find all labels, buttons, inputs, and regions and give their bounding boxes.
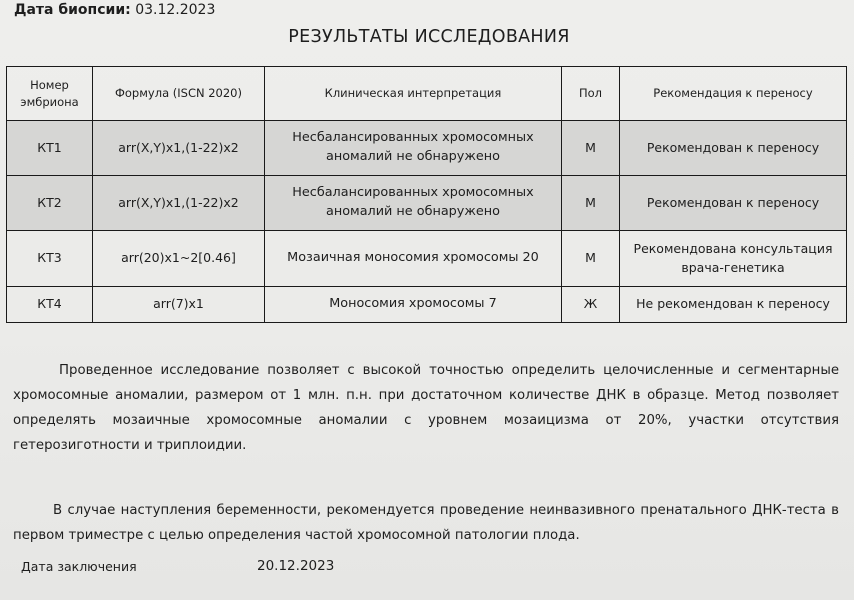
- method-paragraph: Проведенное исследование позволяет с высокой точностью определить целочисленные и сегментарные хромосомные аномалии, размером от 1 млн. п.н. при достаточном количестве ДНК в образце. Метод позволяет определять мозаичные хромосомные аномалии с уровнем мозаицизма от 20%, участки отсутствия гетерозиготности и триплоидии.: [13, 363, 839, 453]
- cell-formula: arr(X,Y)x1,(1-22)x2: [93, 121, 265, 176]
- cell-sex: М: [562, 121, 620, 176]
- column-header-embryo: Номер эмбриона: [7, 67, 93, 121]
- cell-interpretation: Несбалансированных хромосомных аномалий не обнаружено: [265, 121, 562, 176]
- table-row: [7, 287, 847, 323]
- cell-embryo-id: КТ4: [7, 287, 93, 323]
- cell-interpretation: Моносомия хромосомы 7: [265, 287, 562, 323]
- biopsy-date-value: 03.12.2023: [135, 2, 216, 18]
- column-header-interpretation: Клиническая интерпретация: [265, 67, 562, 121]
- cell-embryo-id: КТ2: [7, 176, 93, 231]
- results-table: [6, 66, 847, 323]
- cell-embryo-id: КТ1: [7, 121, 93, 176]
- table-header-row: [7, 67, 847, 121]
- cell-interpretation: Несбалансированных хромосомных аномалий не обнаружено: [265, 176, 562, 231]
- cell-recommendation: Не рекомендован к переносу: [620, 287, 847, 323]
- cell-formula: arr(20)x1~2[0.46]: [93, 231, 265, 287]
- table-row: [7, 176, 847, 231]
- table-row: [7, 231, 847, 287]
- cell-sex: Ж: [562, 287, 620, 323]
- cell-recommendation: Рекомендован к переносу: [620, 176, 847, 231]
- cell-embryo-id: КТ3: [7, 231, 93, 287]
- column-header-recommendation: Рекомендация к переносу: [620, 67, 847, 121]
- conclusion-date-value: 20.12.2023: [257, 558, 335, 574]
- cell-formula: arr(7)x1: [93, 287, 265, 323]
- pregnancy-recommendation-paragraph: В случае наступления беременности, рекомендуется проведение неинвазивного пренатального ДНК-теста в первом триместре с целью определения частой хромосомной патологии плода.: [13, 503, 839, 543]
- cell-formula: arr(X,Y)x1,(1-22)x2: [93, 176, 265, 231]
- cell-sex: М: [562, 231, 620, 287]
- column-header-sex: Пол: [562, 67, 620, 121]
- column-header-formula: Формула (ISCN 2020): [93, 67, 265, 121]
- table-row: [7, 121, 847, 176]
- cell-recommendation: Рекомендована консультация врача-генетика: [620, 231, 847, 287]
- conclusion-date-label: Дата заключения: [21, 559, 137, 574]
- biopsy-date-line: [14, 2, 215, 18]
- biopsy-date-label: Дата биопсии:: [14, 2, 131, 18]
- page-title: РЕЗУЛЬТАТЫ ИССЛЕДОВАНИЯ: [288, 27, 570, 47]
- cell-sex: М: [562, 176, 620, 231]
- cell-interpretation: Мозаичная моносомия хромосомы 20: [265, 231, 562, 287]
- cell-recommendation: Рекомендован к переносу: [620, 121, 847, 176]
